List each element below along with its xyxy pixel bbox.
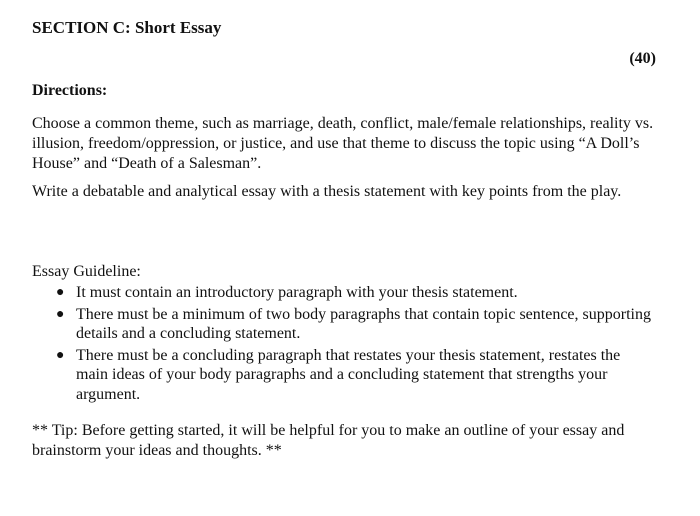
section-title: SECTION C: Short Essay (32, 18, 222, 37)
directions-heading: Directions: (32, 82, 108, 99)
guideline-list (32, 283, 652, 406)
guideline-heading: Essay Guideline: (32, 263, 141, 280)
tip-note: ** Tip: Before getting started, it will be helpful for you to make an outline of your essay and brainstorm your ideas and thoughts. ** (32, 422, 625, 459)
guideline-item (32, 305, 652, 344)
bullet-icon: ● (56, 347, 65, 363)
guideline-item-text: There must be a concluding paragraph that restates your thesis statement, restates the main ideas of your body paragraphs and a concluding statement that strengths your argument. (76, 346, 621, 403)
bullet-icon: ● (56, 306, 65, 322)
guideline-item (32, 346, 652, 405)
guideline-item-text: It must contain an introductory paragraph with your thesis statement. (76, 284, 518, 301)
guideline-item (32, 283, 652, 303)
document-page (32, 0, 668, 516)
bullet-icon: ● (56, 285, 65, 300)
guideline-item-text: There must be a minimum of two body paragraphs that contain topic sentence, supporting details and a concluding statement. (76, 305, 651, 342)
section-marks: (40) (629, 50, 656, 67)
directions-paragraph-essay: Write a debatable and analytical essay with a thesis statement with key points from the play. (32, 183, 622, 200)
directions-paragraph-theme: Choose a common theme, such as marriage, death, conflict, male/female relationships, reality vs. illusion, freedom/oppression, or justice, and use that theme to discuss the topic using “A Doll’s House” and “Death of a Salesman”. (32, 115, 654, 172)
